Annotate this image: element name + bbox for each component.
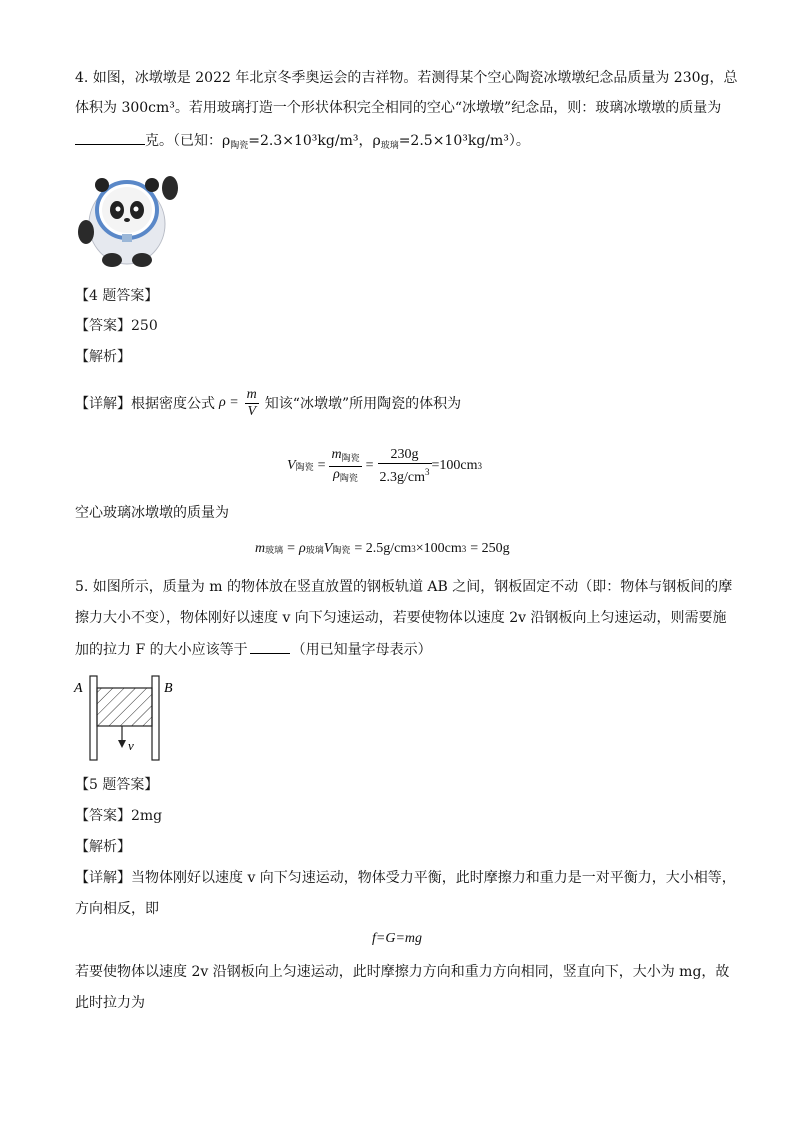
glass-mass-label: 空心玻璃冰墩墩的质量为 — [75, 505, 229, 521]
q5-detail-2: 方向相反，即 — [75, 901, 159, 917]
label-a: A — [74, 681, 83, 696]
q5-detail-3: 若要使物体以速度 2v 沿钢板向上匀速运动，此时摩擦力方向和重力方向相同，竖直向下，大小为 mg，故 — [75, 964, 730, 980]
q5-detail-4: 此时拉力为 — [75, 995, 145, 1011]
answer-blank — [250, 639, 290, 654]
q4-line-2: 体积为 300cm³。若用玻璃打造一个形状体积完全相同的空心“冰墩墩”纪念品，则：玻璃冰墩墩的质量为 — [75, 100, 722, 116]
bing-dwen-dwen-image — [72, 160, 182, 270]
label-b: B — [164, 681, 173, 696]
density-formula-fraction: $\frac{m}{V}$ — [246, 386, 257, 419]
plate-b — [152, 676, 159, 760]
block-m — [97, 688, 152, 726]
q5-answer-title: 【5 题答案】 — [75, 777, 159, 793]
q4-detail-line: 【详解】根据密度公式 ρ = $\frac{m}{V}$ 知该“冰墩墩”所用陶瓷的体积为 — [75, 386, 462, 419]
q4-analysis-heading: 【解析】 — [75, 349, 131, 365]
steel-plate-diagram — [72, 672, 182, 764]
q4-line-3: 克。（已知：$\rho_{陶瓷}=2.3\times 10^3kg/m^3$，$\rho_{玻璃}=2.5\times 10^3kg/m^3$）。 — [75, 130, 530, 156]
plate-a — [90, 676, 97, 760]
q5-line-2: 擦力大小不变），物体刚好以速度 v 向下匀速运动，若要使物体以速度 2v 沿钢板向上匀速运动，则需要施 — [75, 610, 727, 626]
q5-analysis-heading: 【解析】 — [75, 839, 131, 855]
q4-answer: 【答案】250 — [75, 318, 158, 334]
label-v: v — [128, 738, 134, 753]
q4-line-1: 4. 如图，冰墩墩是 2022 年北京冬季奥运会的吉祥物。若测得某个空心陶瓷冰墩墩纪念品质量为 230g，总 — [75, 70, 738, 86]
q5-answer: 【答案】2mg — [75, 808, 163, 824]
volume-equation: V 陶瓷 = $\frac{m_{陶瓷}}{\rho_{陶瓷}}$ = $\frac{230g}{2.3g/cm^3}$ =100cm 3 — [287, 446, 483, 485]
q5-detail-1: 【详解】当物体刚好以速度 v 向下匀速运动，物体受力平衡，此时摩擦力和重力是一对平衡力，大小相等， — [75, 870, 736, 886]
q4-answer-title: 【4 题答案】 — [75, 288, 159, 304]
answer-blank — [75, 130, 145, 145]
q5-line-1: 5. 如图所示，质量为 m 的物体放在竖直放置的钢板轨道 AB 之间，钢板固定不动（即：物体与钢板间的摩 — [75, 579, 733, 595]
friction-equation: f=G=mg — [372, 931, 423, 946]
q5-line-3: 加的拉力 F 的大小应该等于 （用已知量字母表示） — [75, 639, 432, 660]
glass-mass-equation: m 玻璃 = ρ 玻璃 V 陶瓷 = 2.5g/cm 3 ×100cm 3 = 250g — [255, 541, 510, 556]
